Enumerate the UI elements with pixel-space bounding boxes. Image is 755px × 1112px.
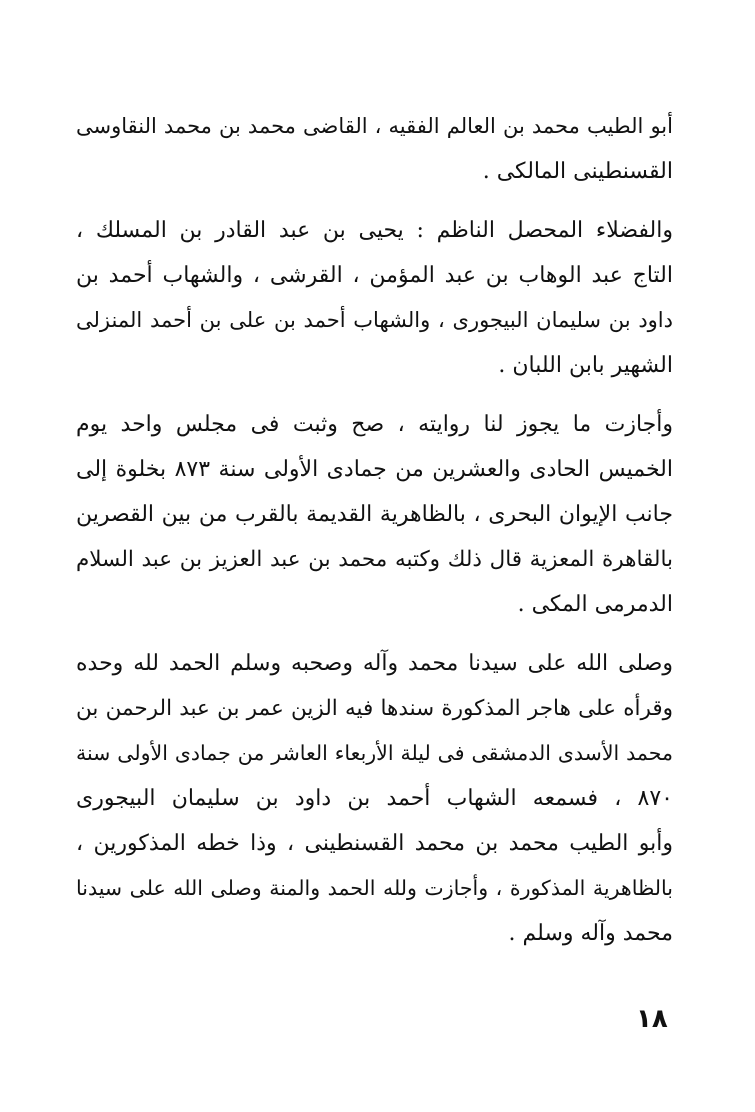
text-line: التاج عبد الوهاب بن عبد المؤمن ، القرشى ، والشهاب أحمد بن [76, 263, 673, 288]
text-line: القسنطينى المالكى . [482, 159, 673, 184]
text-line: وأجازت ما يجوز لنا روايته ، صح وثبت فى مجلس واحد يوم [76, 412, 673, 437]
text-line: جانب الإيوان البحرى ، بالظاهرية القديمة بالقرب من بين القصرين [76, 502, 673, 527]
paragraph-3 [76, 402, 673, 627]
text-line: الدمرمى المكى . [517, 592, 673, 617]
text-line: ٨٧٠ ، فسمعه الشهاب أحمد بن داود بن سليمان البيجورى [76, 786, 673, 811]
text-line: داود بن سليمان البيجورى ، والشهاب أحمد بن على بن أحمد المنزلى [76, 308, 673, 332]
page-number: ١٨ [636, 1004, 668, 1034]
text-line: وصلى الله على سيدنا محمد وآله وصحبه وسلم الحمد لله وحده [76, 651, 673, 676]
paragraph-4 [76, 641, 673, 956]
text-line: أبو الطيب محمد بن العالم الفقيه ، القاضى محمد بن محمد النقاوسى [76, 114, 673, 138]
text-line: وأبو الطيب محمد بن محمد القسنطينى ، وذا خطه المذكورين ، [76, 831, 673, 856]
body-text [76, 104, 673, 970]
text-line: محمد الأسدى الدمشقى فى ليلة الأربعاء العاشر من جمادى الأولى سنة [76, 741, 673, 765]
text-line: والفضلاء المحصل الناظم : يحيى بن عبد القادر بن المسلك ، [76, 218, 673, 243]
paragraph-1 [76, 104, 673, 194]
text-line: الشهير بابن اللبان . [498, 353, 673, 378]
text-line: بالظاهرية المذكورة ، وأجازت ولله الحمد والمنة وصلى الله على سيدنا [76, 876, 673, 900]
text-line: محمد وآله وسلم . [508, 921, 673, 946]
paragraph-2 [76, 208, 673, 388]
text-line: وقرأه على هاجر المذكورة سندها فيه الزين عمر بن عبد الرحمن بن [76, 696, 673, 721]
text-line: بالقاهرة المعزية قال ذلك وكتبه محمد بن عبد العزيز بن عبد السلام [76, 547, 673, 572]
text-line: الخميس الحادى والعشرين من جمادى الأولى سنة ٨٧٣ بخلوة إلى [76, 457, 673, 482]
